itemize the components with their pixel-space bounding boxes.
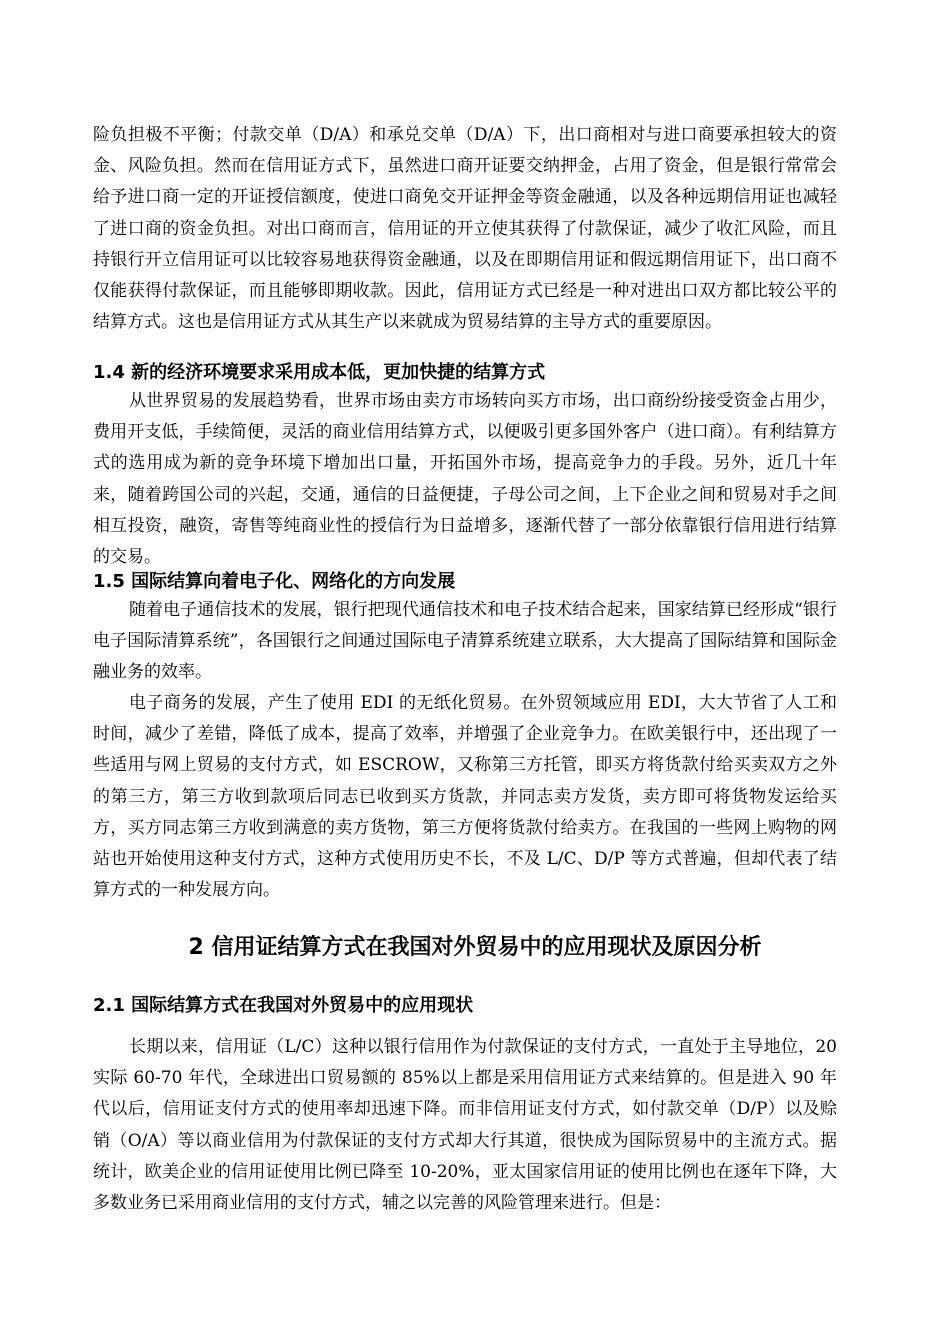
chapter-heading-2: 2 信用证结算方式在我国对外贸易中的应用现状及原因分析	[188, 935, 762, 960]
section-heading-2-1: 2.1 国际结算方式在我国对外贸易中的应用现状	[93, 995, 474, 1016]
paragraph-economic-environment: 从世界贸易的发展趋势看，世界市场由卖方市场转向买方市场，出口商纷纷接受资金占用少，费用开支低，手续简便，灵活的商业信用结算方式，以便吸引更多国外客户（进口商）。有利结算方式的选用成为新的竞争环境下增加出口量，开拓国外市场，提高竞争力的手段。另外，近几十年来，随着跨国公司的兴起，交通，通信的日益便捷，子母公司之间，上下企业之间和贸易对手之间相互投资，融资，寄售等纯商业性的授信行为日益增多，逐渐代替了一部分依靠银行信用进行结算的交易。	[93, 391, 837, 568]
paragraph-application-status: 长期以来，信用证（L/C）这种以银行信用作为付款保证的支付方式，一直处于主导地位，20 实际 60-70 年代，全球进出口贸易额的 85%以上都是采用信用证方式来结算的。但是进入 90 年代以后，信用证支付方式的使用率却迅速下降。而非信用证支付方式，如付款交单（D/P）以及赊销（O/A）等以商业信用为付款保证的支付方式却大行其道，很快成为国际贸易中的主流方式。据统计，欧美企业的信用证使用比例已降至 10-20%，亚太国家信用证的使用比例也在逐年下降，大多数业务已采用商业信用的支付方式，辅之以完善的风险管理来进行。但是：	[93, 1037, 837, 1214]
paragraph-electronic-clearing: 随着电子通信技术的发展，银行把现代通信技术和电子技术结合起来，国家结算已经形成“银行电子国际清算系统”，各国银行之间通过国际电子清算系统建立联系，大大提高了国际结算和国际金融业务的效率。	[93, 600, 837, 683]
section-heading-1-5: 1.5 国际结算向着电子化、网络化的方向发展	[93, 571, 456, 592]
paragraph-e-commerce: 电子商务的发展，产生了使用 EDI 的无纸化贸易。在外贸领域应用 EDI，大大节省了人工和时间，减少了差错，降低了成本，提高了效率，并增强了企业竞争力。在欧美银行中，还出现了一些适用与网上贸易的支付方式，如 ESCROW，又称第三方托管，即买方将货款付给买卖双方之外的第三方，第三方收到款项后同志已收到买方货款，并同志卖方发货，卖方即可将货物发运给买方，买方同志第三方收到满意的卖方货物，第三方便将货款付给卖方。在我国的一些网上购物的网站也开始使用这种支付方式，这种方式使用历史不长，不及 L/C、D/P 等方式普遍，但却代表了结算方式的一种发展方向。	[93, 693, 837, 901]
paragraph-credit-risk-balance: 险负担极不平衡；付款交单（D/A）和承兑交单（D/A）下，出口商相对与进口商要承担较大的资金、风险负担。然而在信用证方式下，虽然进口商开证要交纳押金，占用了资金，但是银行常常会给予进口商一定的开证授信额度，使进口商免交开证押金等资金融通，以及各种远期信用证也减轻了进口商的资金负担。对出口商而言，信用证的开立使其获得了付款保证，减少了收汇风险，而且持银行开立信用证可以比较容易地获得资金融通，以及在即期信用证和假远期信用证下，出口商不仅能获得付款保证，而且能够即期收款。因此，信用证方式已经是一种对进出口双方都比较公平的结算方式。这也是信用证方式从其生产以来就成为贸易结算的主导方式的重要原因。	[93, 125, 837, 333]
section-heading-1-4: 1.4 新的经济环境要求采用成本低，更加快捷的结算方式	[93, 362, 546, 383]
